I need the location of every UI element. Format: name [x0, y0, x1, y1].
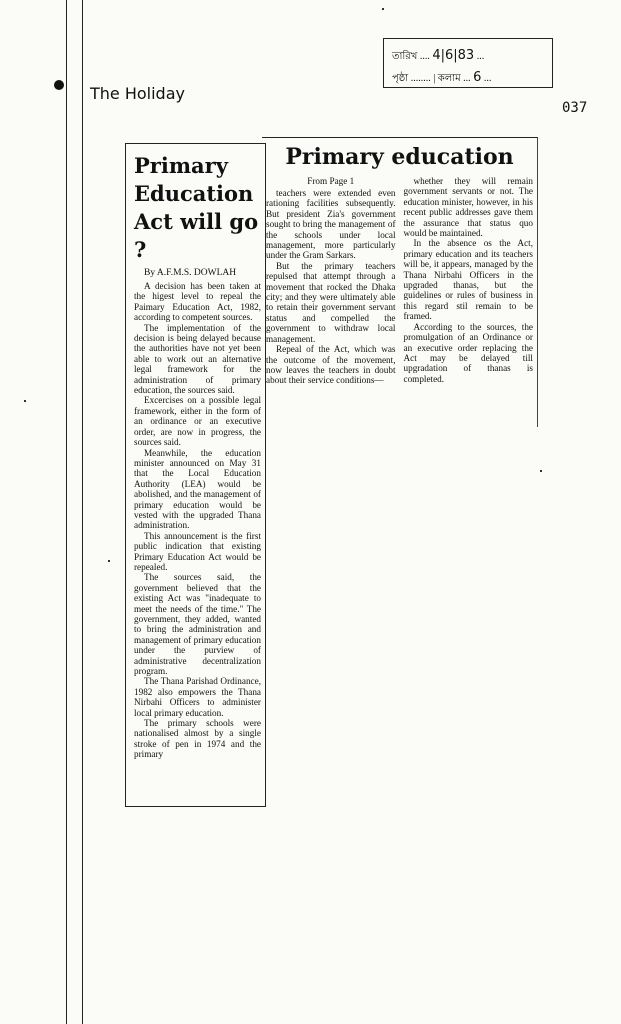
archive-stamp: তারিখ .... 4|6|83 ... পৃষ্ঠা ........ | কলাম ... 6 ... — [383, 38, 553, 88]
article2-paragraph: teachers were extended even rationing facilities subsequently. But president Zia's government sought to bring the management of the schools under local management, more particularly under the Gram Sarkars. — [266, 188, 396, 261]
article2-column-1 — [266, 176, 396, 386]
stamp-date-value: 4|6|83 — [432, 48, 475, 63]
article2-continuation-note: From Page 1 — [307, 176, 355, 186]
article1-paragraph: Excercises on a possible legal framework, either in the form of an ordinance or an executive order, are now in progress, the sources said. — [134, 395, 261, 448]
margin-line-right — [82, 0, 83, 1024]
article1-paragraph: The sources said, the government believed that the existing Act was "inadequate to meet the needs of the time." The government, they added, wanted to bring the administration and management of primary education under the purview of administrative decentralization program. — [134, 572, 261, 677]
article1-paragraph: The primary schools were nationalised almost by a single stroke of pen in 1974 and the primary — [134, 718, 261, 760]
article2-paragraph: But the primary teachers repulsed that attempt through a movement that rocked the Dhaka city; and they were ultimately able to retain their government servant status and compelled the government to withdraw local management. — [266, 260, 396, 344]
article2-paragraph: whether they will remain government servants or not. The education minister, however, in his recent public addresses gave them the assurance that status quo would be maintained. — [403, 176, 533, 239]
article1-byline: By A.F.M.S. DOWLAH — [144, 268, 237, 278]
scan-speck — [108, 560, 110, 562]
scan-speck — [24, 400, 26, 402]
article2-paragraph: According to the sources, the promulgation of an Ordinance or an executive order replacing the Act may be delayed till upgradation of thanas is completed. — [403, 321, 533, 384]
scan-speck — [382, 8, 384, 10]
article2-columns — [266, 176, 533, 386]
scan-speck — [540, 470, 542, 472]
article1-body — [134, 281, 261, 760]
article1-paragraph: This announcement is the first public indication that existing Primary Education Act would be repealed. — [134, 530, 261, 572]
article2-paragraph: In the absence os the Act, primary education and its teachers will be, it appears, managed by the Thana Nirbahi Officers in the upgraded thanas, but the guidelines or rules of business in this regard stil remain to be framed. — [403, 238, 533, 322]
article1-paragraph: The implementation of the decision is being delayed because the authorities have not yet been able to work out an alternative legal framework for the administration of primary education, the sources said. — [134, 322, 261, 396]
margin-line-left — [66, 0, 67, 1024]
article2-paragraph: Repeal of the Act, which was the outcome of the movement, now leaves the teachers in doubt about their service conditions— — [266, 344, 396, 386]
page-number: 037 — [562, 100, 588, 116]
punch-hole — [54, 80, 64, 90]
article2-headline: Primary education — [285, 144, 514, 170]
article1-headline: Primary Education Act will go ? — [134, 153, 259, 262]
stamp-column-label: কলাম — [437, 73, 461, 85]
clipping-article-2 — [262, 137, 538, 427]
stamp-page-label: পৃষ্ঠা — [392, 73, 409, 85]
clipping-article-1 — [125, 143, 266, 807]
article2-column-2 — [404, 176, 534, 386]
stamp-column-value: 6 — [473, 70, 482, 86]
article1-paragraph: The Thana Parishad Ordinance, 1982 also empowers the Thana Nirbahi Officers to administer local primary education. — [134, 676, 261, 718]
article1-paragraph: Meanwhile, the education minister announced on May 31 that the Local Education Authority (LEA) would be abolished, and the management of primary education would be vested with the upgraded Thana administration. — [134, 447, 261, 531]
stamp-date-label: তারিখ — [392, 51, 418, 62]
article1-paragraph: A decision has been taken at the higest level to repeal the Paimary Education Act, 1982, according to competent sources. — [134, 281, 261, 323]
masthead: The Holiday — [90, 84, 185, 103]
